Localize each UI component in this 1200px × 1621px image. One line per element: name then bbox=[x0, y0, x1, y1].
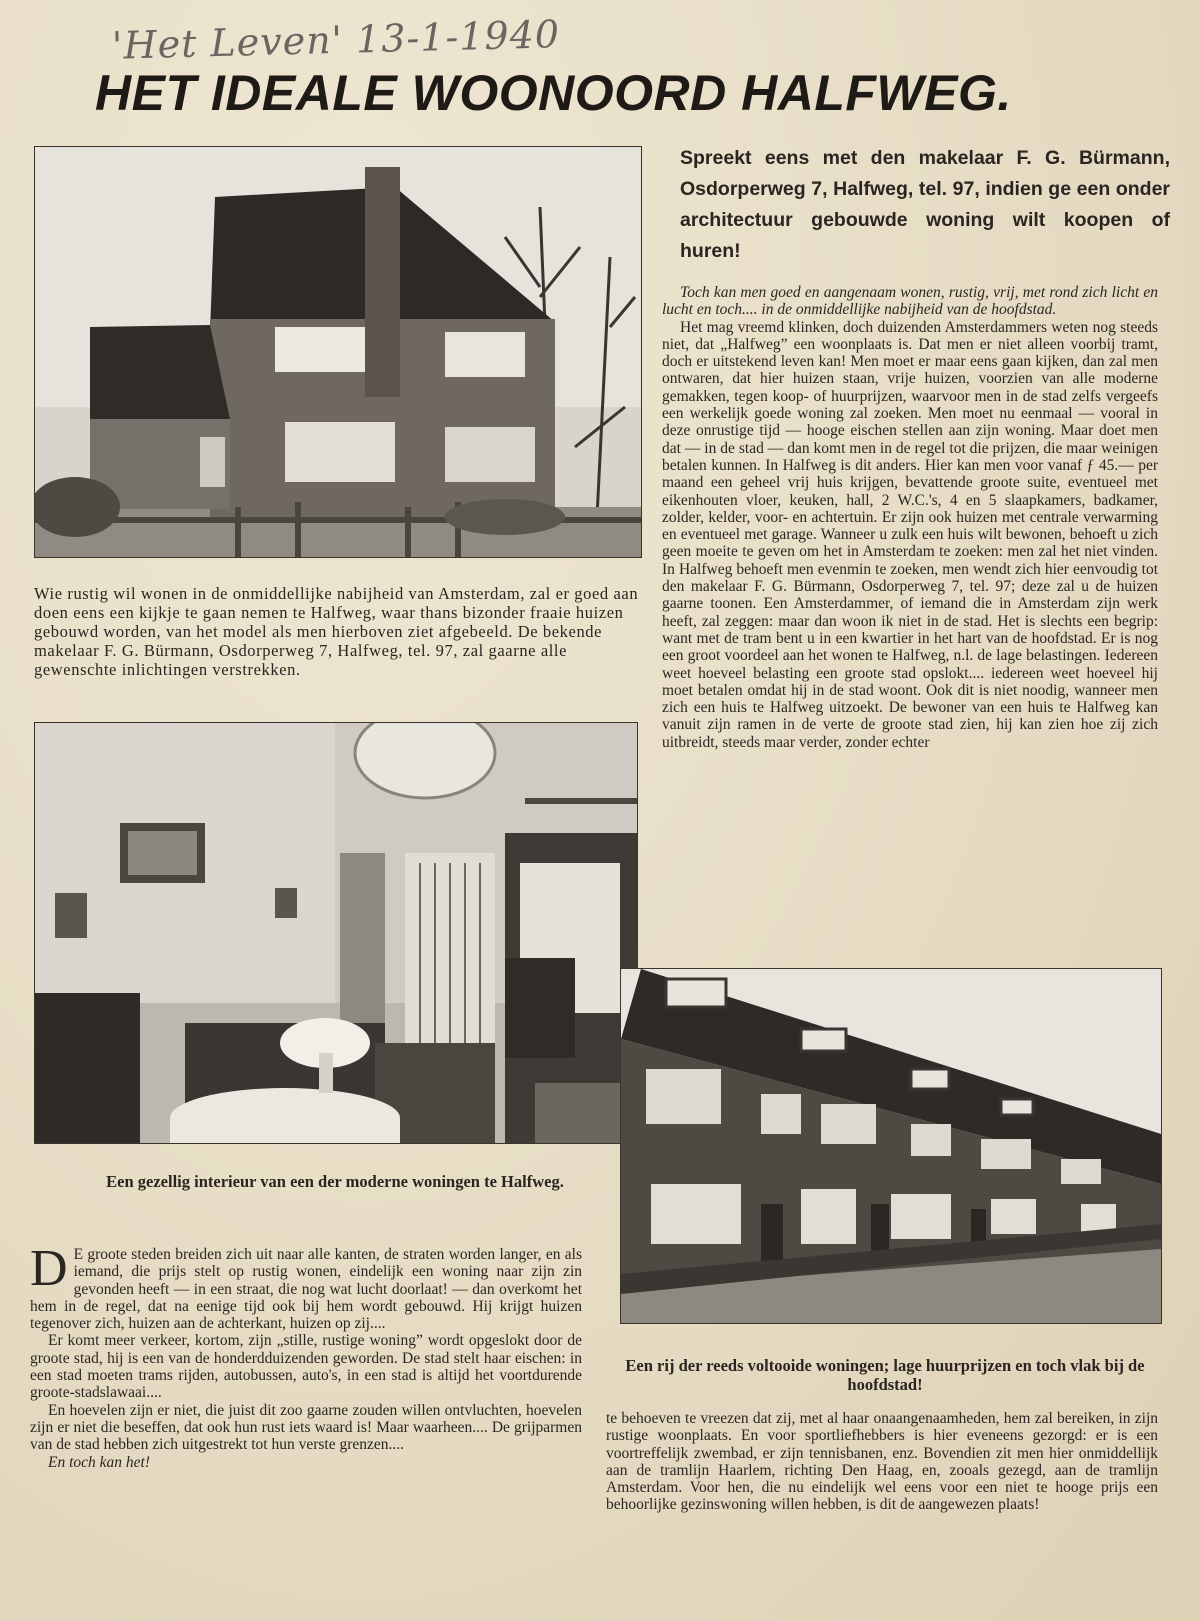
row-houses-photo bbox=[620, 968, 1162, 1324]
house-photo bbox=[34, 146, 642, 558]
interior-photo bbox=[34, 722, 638, 1144]
broker-promo: Spreekt eens met den makelaar F. G. Bürmann, Osdorperweg 7, Halfweg, tel. 97, indien ge een onder architectuur gebouwde woning wilt koopen of huren! bbox=[680, 147, 1170, 262]
bottom-right-article bbox=[606, 1410, 1158, 1514]
bottom-left-article bbox=[30, 1240, 582, 1471]
bottom-left-paragraph-1 bbox=[30, 1240, 582, 1333]
right-paragraph-1: Toch kan men goed en aangenaam wonen, rustig, vrij, met rond zich licht en lucht en toch.... in de onmiddellijke nabijheid van de hoofdstad. bbox=[662, 284, 1158, 319]
row-houses-caption: Een rij der reeds voltooide woningen; lage huurprijzen en toch vlak bij de hoofdstad! bbox=[625, 1356, 1145, 1394]
bottom-left-paragraph-1-text: E groote steden breiden zich uit naar alle kanten, de straten worden langer, en als iemand, die prijs stelt op rustig wonen, eindelijk een woning naar zijn zin gevonden heeft — in een straat, die nog wat lucht doorlaat! — dan overkomt het hem in de regel, dat na eenige tijd ook bij hem wordt gebouwd. Hij krijgt huizen tegenover zich, huizen aan de achterkant, huizen op zij.... bbox=[30, 1246, 582, 1333]
drop-cap: D bbox=[30, 1240, 68, 1297]
bottom-left-paragraph-3: En hoevelen zijn er niet, die juist dit zoo gaarne zouden willen ontvluchten, hoevelen zijn er niet die beseffen, dat ook hun rust iets waard is! Maar waarheen.... De grijparmen van de stad hebben zich uitgestrekt tot hun verste grenzen.... bbox=[30, 1401, 582, 1454]
right-paragraph-2: Het mag vreemd klinken, doch duizenden Amsterdammers weten nog steeds niet, dat „Halfweg” een woonplaats is. Dat men er niet alleen voorbij tramt, doch er uitstekend leven kan! Men moet er maar eens gaan kijken, dan zal men ontwaren, dat hier huizen staan, vrije huizen, voorzien van alle moderne gemakken, tegen koop- of huurprijzen, waarvoor men in de stad zelfs vergeefs een werkelijk goede woning zal zoeken. Men moet nu eenmaal — vooral in deze onrustige tijd — hooge eischen stellen aan zijn woning. Maar doet men dat — in de stad — dan komt men in de regel tot die prijzen, die maar weinigen betalen kunnen. In Halfweg is dit anders. Hier kan men voor vanaf ƒ 45.— per maand een geheel vrij huis krijgen, bevattende groote suite, eventueel met eikenhouten vloer, keuken, hall, 2 W.C.'s, 4 en 5 slaapkamers, badkamer, zolder, kelder, voor- en achtertuin. Er zijn ook huizen met centrale verwarming en eventueel met garage. Wanneer u zulk een huis wilt bewonen, behoeft u zich geen moeite te geven om het in Amsterdam te zoeken: men zal het niet vinden. In Halfweg behoeft men evenmin te zoeken, men wendt zich hier eenvoudig tot den makelaar F. G. Bürmann, Osdorperweg 7, tel. 97; deze zal u de huizen gaarne toonen. Een Amsterdammer, of iemand die in Amsterdam zijn werk heeft, zal zeggen: maar dan woon ik niet in de stad. Het is slechts een begrip: want met de tram bent u in een kwartier in het hart van de hoofdstad. Er is nog een groot voordeel aan het wonen te Halfweg, n.l. de lage belastingen. Iedereen weet hoeveel belasting een groote stad opslokt.... iedereen weet hoeveel hij moet betalen omdat hij in de stad woont. Ook dit is niet noodig, wanneer men zich een huis te Halfweg uitzoekt. De bewoner van een huis te Halfweg kan vanuit zijn ramen in de verte de groote stad zien, hij kan zien hoe zij zich uitbreidt, steeds maar verder, zonder echter bbox=[662, 318, 1158, 751]
handwritten-note: 'Het Leven' 13-1-1940 bbox=[111, 12, 561, 68]
bottom-left-paragraph-2: Er komt meer verkeer, kortom, zijn „stille, rustige woning” wordt opgeslokt door de groote stad, hij is een van de honderdduizenden geworden. De stad stelt haar eischen: in een stad moeten trams rijden, autobussen, auto's, in een stad is altijd het voortdurende groote-stadslawaai.... bbox=[30, 1332, 582, 1402]
headline: HET IDEALE WOONOORD HALFWEG. bbox=[95, 65, 1012, 121]
bottom-left-paragraph-4: En toch kan het! bbox=[48, 1453, 151, 1471]
right-column-text bbox=[662, 284, 1158, 751]
interior-caption: Een gezellig interieur van een der moderne woningen te Halfweg. bbox=[106, 1172, 564, 1191]
house-caption: Wie rustig wil wonen in de onmiddellijke nabijheid van Amsterdam, zal er goed aan doen eens een kijkje te gaan nemen te Halfweg, waar thans bizonder fraaie huizen gebouwd worden, van het model als men hierboven ziet afgebeeld. De bekende makelaar F. G. Bürmann, Osdorperweg 7, Halfweg, tel. 97, zal gaarne alle gewenschte inlichtingen verstrekken. bbox=[34, 584, 639, 679]
bottom-right-paragraph-1: te behoeven te vreezen dat zij, met al haar onaangenaamheden, hem zal bereiken, in zijn rustige woonplaats. En voor sportliefhebbers is hier eveneens gezorgd: er is een voortreffelijk zwembad, er zijn tennisbanen, enz. Bovendien zit men hier onmiddellijk aan de tramlijn Haarlem, richting Den Haag, en, zooals gezegd, aan de tramlijn Amsterdam. Voor hen, die nu eindelijk wel eens voor een niet te hooge prijs een behoorlijke gezinswoning willen hebben, is dit de aangewezen plaats! bbox=[606, 1410, 1158, 1514]
